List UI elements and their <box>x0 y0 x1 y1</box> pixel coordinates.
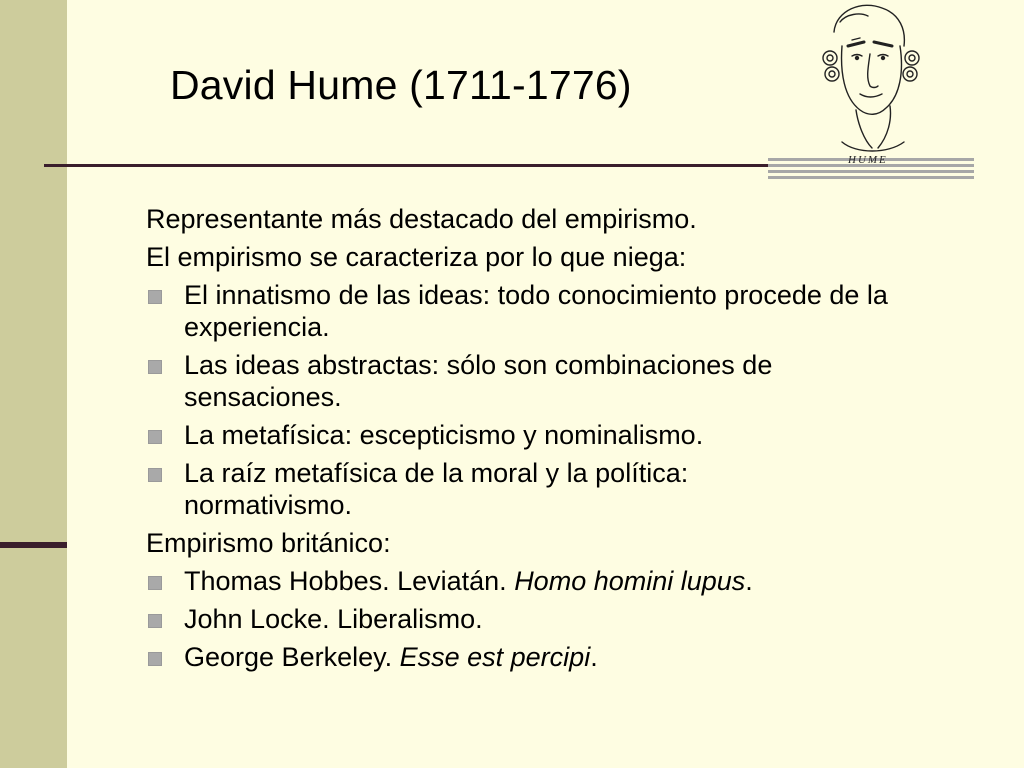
list-item-text: Thomas Hobbes. Leviatán. <box>184 566 515 596</box>
list-item <box>146 279 976 343</box>
intro-line-1: Representante más destacado del empirismo. <box>146 204 697 234</box>
hume-caricature-image <box>812 2 922 167</box>
title-underline-rule <box>44 164 770 167</box>
left-decorative-band <box>0 0 67 768</box>
left-band-rule <box>0 542 67 548</box>
slide-title: David Hume (1711-1776) <box>170 62 632 108</box>
square-bullet-icon <box>148 468 162 482</box>
latin-phrase: Homo homini lupus <box>514 566 746 596</box>
list-item <box>146 457 976 521</box>
list-item <box>146 565 976 597</box>
list-item-text: La metafísica: escepticismo y nominalismo. <box>184 420 704 450</box>
list-item <box>146 419 976 451</box>
list-item-text: Las ideas abstractas: sólo son combinaciones de sensaciones. <box>184 350 773 412</box>
list-item-suffix: . <box>745 566 753 596</box>
latin-phrase: Esse est percipi <box>399 642 591 672</box>
list-item-suffix: . <box>590 642 598 672</box>
square-bullet-icon <box>148 360 162 374</box>
slide-body <box>146 203 976 679</box>
intro-line-2: El empirismo se caracteriza por lo que niega: <box>146 242 687 272</box>
square-bullet-icon <box>148 614 162 628</box>
list-item <box>146 349 976 413</box>
square-bullet-icon <box>148 652 162 666</box>
list-item-text: La raíz metafísica de la moral y la política: normativismo. <box>184 458 689 520</box>
british-heading: Empirismo británico: <box>146 528 391 558</box>
list-item <box>146 641 976 673</box>
list-item-text: John Locke. Liberalismo. <box>184 604 483 634</box>
square-bullet-icon <box>148 290 162 304</box>
square-bullet-icon <box>148 576 162 590</box>
list-item-text: George Berkeley. <box>184 642 400 672</box>
list-item-text: El innatismo de las ideas: todo conocimiento procede de la experiencia. <box>184 280 888 342</box>
square-bullet-icon <box>148 430 162 444</box>
list-item <box>146 603 976 635</box>
portrait-caption: HUME <box>848 154 888 166</box>
